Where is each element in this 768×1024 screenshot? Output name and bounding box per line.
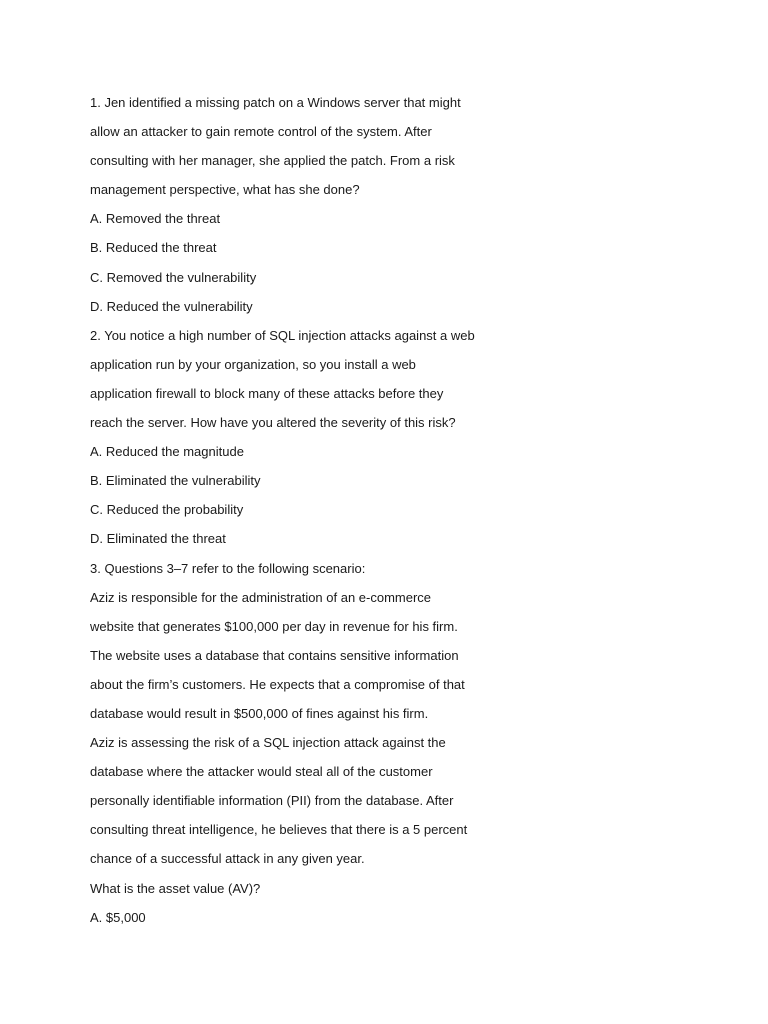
q2-option-c: C. Reduced the probability [90, 502, 244, 518]
scenario-line-8: personally identifiable information (PII) from the database. After [90, 793, 454, 809]
scenario-line-5: database would result in $500,000 of fines against his firm. [90, 705, 429, 721]
q2-line-3: application firewall to block many of these attacks before they [90, 385, 444, 401]
scenario-line-6: Aziz is assessing the risk of a SQL injection attack against the [90, 735, 446, 751]
q1-option-d: D. Reduced the vulnerability [90, 298, 253, 314]
q1-option-a: A. Removed the threat [90, 211, 221, 227]
q1-line-4: management perspective, what has she done? [90, 182, 360, 198]
q3-question: What is the asset value (AV)? [90, 880, 261, 896]
q1-line-1: 1. Jen identified a missing patch on a Windows server that might [90, 95, 461, 110]
scenario-line-2: website that generates $100,000 per day in revenue for his firm. [90, 618, 458, 634]
scenario-line-9: consulting threat intelligence, he believes that there is a 5 percent [90, 822, 468, 838]
document-page [90, 88, 490, 932]
q1-line-2: allow an attacker to gain remote control of the system. After [90, 124, 432, 140]
scenario-line-3: The website uses a database that contains sensitive information [90, 647, 459, 663]
q2-option-a: A. Reduced the magnitude [90, 444, 244, 460]
scenario-line-10: chance of a successful attack in any given year. [90, 851, 365, 867]
scenario-line-4: about the firm’s customers. He expects that a compromise of that [90, 676, 465, 692]
scenario-line-1: Aziz is responsible for the administration of an e-commerce [90, 589, 432, 605]
q3-heading: 3. Questions 3–7 refer to the following scenario: [90, 560, 366, 576]
q2-line-2: application run by your organization, so you install a web [90, 356, 416, 372]
q2-line-4: reach the server. How have you altered the severity of this risk? [90, 415, 456, 431]
scenario-line-7: database where the attacker would steal all of the customer [90, 764, 433, 780]
q1-option-b: B. Reduced the threat [90, 240, 217, 256]
q3-option-a: A. $5,000 [90, 909, 146, 925]
q1-line-3: consulting with her manager, she applied the patch. From a risk [90, 153, 455, 169]
q2-option-d: D. Eliminated the threat [90, 531, 226, 547]
q2-option-b: B. Eliminated the vulnerability [90, 473, 261, 489]
q2-line-1: 2. You notice a high number of SQL injection attacks against a web [90, 327, 475, 343]
q1-option-c: C. Removed the vulnerability [90, 269, 257, 285]
